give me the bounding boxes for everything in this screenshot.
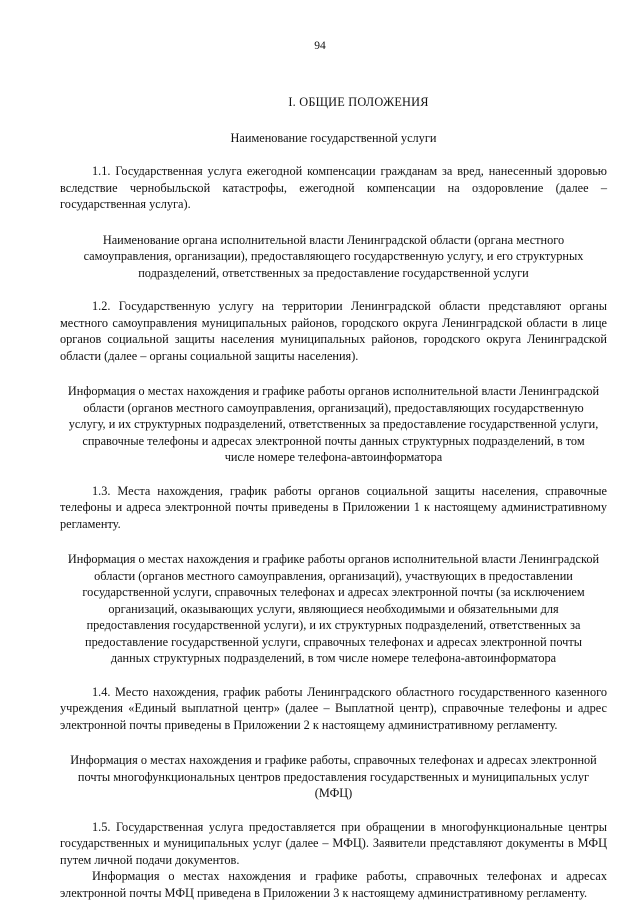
paragraph-1-3: 1.3. Места нахождения, график работы органов социальной защиты населения, справочные телефоны и адреса электронной почты приведены в Приложении 1 к настоящему административному регламенту. (60, 483, 607, 531)
section-heading-mfc: Информация о местах нахождения и графике работы, справочных телефонах и адресах электронной почты многофункциональных центров предоставления государственных и муниципальных услуг (МФЦ) (70, 753, 597, 800)
paragraph-1-5-info: Информация о местах нахождения и графике работы, справочных телефонах и адресах электронной почты МФЦ приведена в Приложении 3 к настоящему административному регламенту. (60, 869, 607, 900)
paragraph-1-5: 1.5. Государственная услуга предоставляется при обращении в многофункциональные центры государственных и муниципальных услуг (далее – МФЦ). Заявители представляют документы в МФЦ путем личной подачи документов. (60, 819, 607, 867)
chapter-title: I. ОБЩИЕ ПОЛОЖЕНИЯ (288, 95, 429, 109)
section-heading-service-name: Наименование государственной услуги (230, 130, 437, 145)
section-heading-locations-providers: Информация о местах нахождения и графике работы органов исполнительной власти Ленинградской области (органов местного самоуправления, организаций), предоставляющих государственную услугу, и их структурных подразделений, ответственных за предоставление государственной услуги, справочные телефоны и адресах электронной почты данных структурных подразделений, в том числе номере телефона-автоинформатора (67, 384, 600, 464)
paragraph-1-2: 1.2. Государственную услугу на территории Ленинградской области представляют органы местного самоуправления муниципальных районов, городского округа Ленинградской области в лице органов социальной защиты населения муниципальных районов, городского округа Ленинградской области (далее – органы социальной защиты населения). (60, 299, 607, 363)
document-body (60, 94, 607, 901)
section-heading-authority: Наименование органа исполнительной власти Ленинградской области (органа местного самоуправления, организации), предоставляющего государственную услугу, и его структурных подразделений, ответственных за предоставление государственной услуги (83, 232, 584, 280)
page-number: 94 (314, 40, 326, 52)
paragraph-1-1: 1.1. Государственная услуга ежегодной компенсации гражданам за вред, нанесенный здоровью вследствие чернобыльской катастрофы, ежегодной компенсации на оздоровление (далее – государственная услуга). (60, 164, 607, 211)
section-heading-locations-participants: Информация о местах нахождения и графике работы органов исполнительной власти Ленинградской области (органов местного самоуправления, организаций), участвующих в предоставлении государственной услуги, справочных телефонах и адресах электронной почты (за исключением организаций, оказывающих услуги, являющиеся необходимыми и обязательными для предоставления государственной услуги), и их структурных подразделений, ответственных за предоставление государственной услуги, справочных телефонах и адресах электронной почты данных структурных подразделений, в том числе номере телефона-автоинформатора (67, 552, 600, 665)
paragraph-1-4: 1.4. Место нахождения, график работы Ленинградского областного государственного казенного учреждения «Единый выплатной центр» (далее – Выплатной центр), справочные телефоны и адрес электронной почты приведены в Приложении 2 к настоящему административному регламенту. (60, 684, 607, 732)
